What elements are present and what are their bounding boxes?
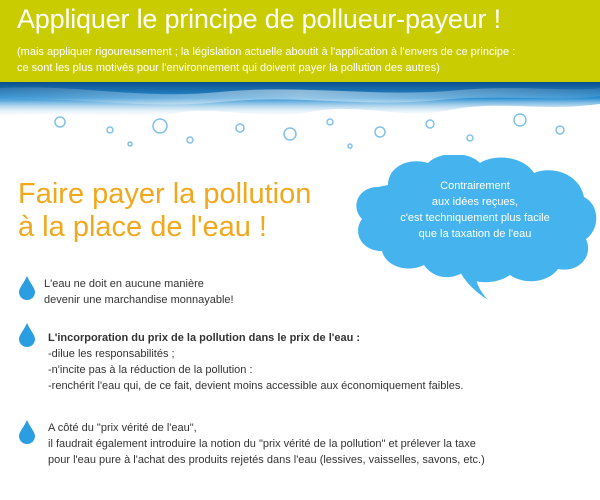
list-item bbox=[48, 420, 485, 468]
subtitle-line: (mais appliquer rigoureusement ; la législation actuelle aboutit à l'application à l'envers de ce principe : bbox=[17, 46, 516, 58]
headline-line: Faire payer la pollution bbox=[18, 178, 312, 210]
list-item bbox=[48, 330, 463, 394]
list-item bbox=[44, 276, 234, 308]
cloud-line: Contrairement bbox=[440, 180, 510, 192]
page-title: Appliquer le principe de pollueur-payeur ! bbox=[17, 4, 501, 34]
water-drop-icon bbox=[18, 323, 36, 347]
cloud-line: que la taxation de l'eau bbox=[418, 228, 532, 240]
header-banner bbox=[0, 0, 600, 82]
item-text-line: pour l'eau pure à l'achat des produits rejetés dans l'eau (lessives, vaisselles, savons, etc.) bbox=[48, 454, 485, 466]
subtitle-line: ce sont les plus motivés pour l'environnement qui doivent payer la pollution des autres) bbox=[17, 62, 440, 74]
headline bbox=[18, 178, 311, 244]
item-text-line: A côté du "prix vérité de l'eau", bbox=[48, 422, 197, 434]
item-text-line: -dilue les responsabilités ; bbox=[48, 348, 175, 360]
water-drop-icon bbox=[18, 276, 36, 300]
cloud-line: c'est techniquement plus facile bbox=[400, 212, 550, 224]
cloud-line: aux idées reçues, bbox=[431, 196, 519, 208]
cloud-callout-text bbox=[380, 178, 570, 242]
water-drop-icon bbox=[18, 420, 36, 444]
header-subtitle bbox=[17, 44, 597, 76]
headline-line: à la place de l'eau ! bbox=[18, 211, 267, 243]
item-text-line: devenir une marchandise monnayable! bbox=[44, 294, 234, 306]
item-heading: L'incorporation du prix de la pollution dans le prix de l'eau : bbox=[48, 332, 361, 344]
water-splash-image bbox=[0, 82, 600, 162]
item-text-line: -n'incite pas à la réduction de la pollution : bbox=[48, 364, 253, 376]
item-text-line: L'eau ne doit en aucune manière bbox=[44, 278, 204, 290]
item-text-line: il faudrait également introduire la notion du "prix vérité de la pollution" et prélever la taxe bbox=[48, 438, 476, 450]
item-text-line: -renchérit l'eau qui, de ce fait, devient moins accessible aux économiquement faibles. bbox=[48, 380, 464, 392]
